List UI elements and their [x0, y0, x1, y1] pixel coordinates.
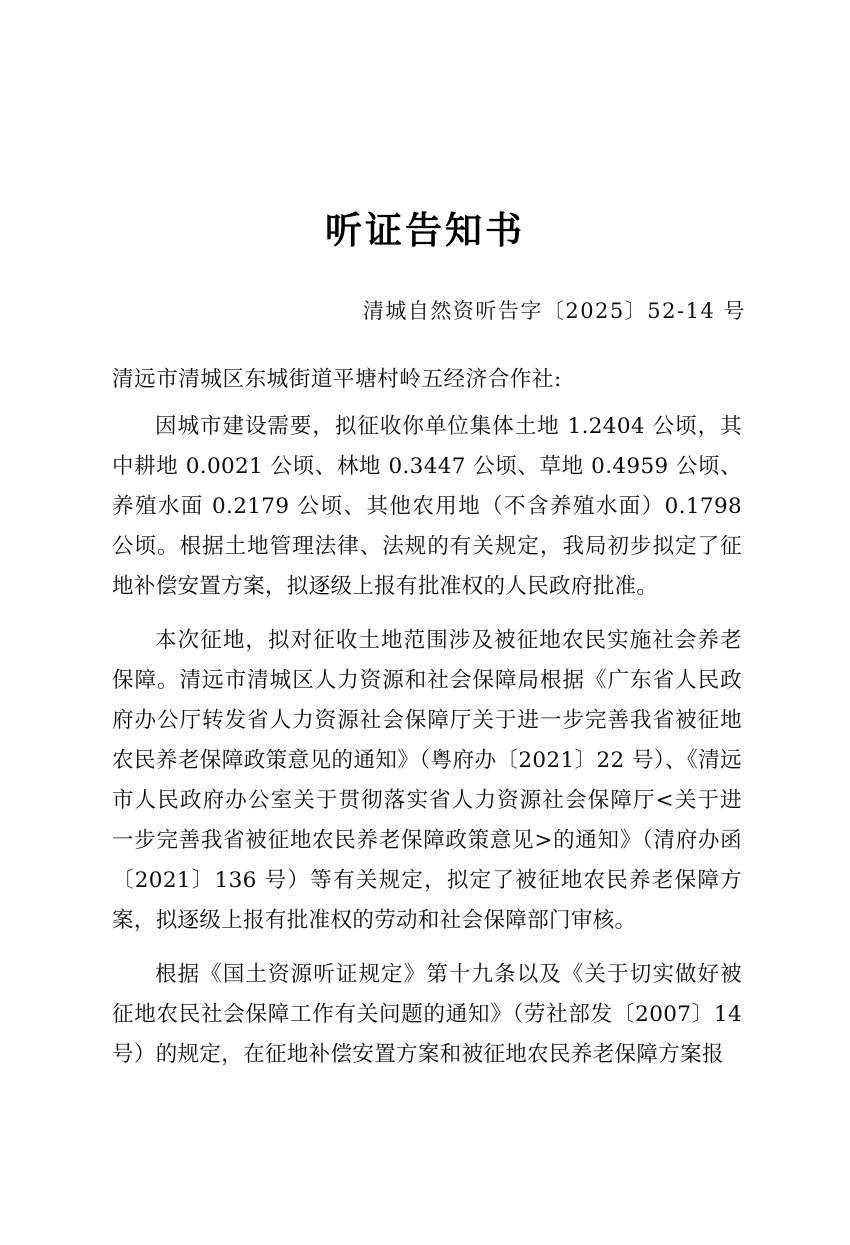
body-paragraph-2: 本次征地，拟对征收土地范围涉及被征地农民实施社会养老保障。清远市清城区人力资源和社会保障局根据《广东省人民政府办公厅转发省人力资源社会保障厅关于进一步完善我省被征地农民养老保障政策意见的通知》（粤府办〔2021〕22 号）、《清远市人民政府办公室关于贯彻落实省人力资源社会保障厅<关于进一步完善我省被征地农民养老保障政策意见>的通知》（清府办函〔2021〕136 号）等有关规定，拟定了被征地农民养老保障方案，拟逐级上报有批准权的劳动和社会保障部门审核。: [112, 627, 742, 933]
document-body: [0, 326, 850, 1075]
document-number: 清城自然资听告字〔2025〕52-14 号: [362, 299, 746, 324]
addressee-line: 清远市清城区东城街道平塘村岭五经济合作社:: [112, 366, 562, 392]
body-paragraph-1: 因城市建设需要，拟征收你单位集体土地 1.2404 公顷，其中耕地 0.0021 公顷、林地 0.3447 公顷、草地 0.4959 公顷、养殖水面 0.2179 公顷、其他农用地（不含养殖水面）0.1798 公顷。根据土地管理法律、法规的有关规定，我局初步拟定了征地补偿安置方案，拟逐级上报有批准权的人民政府批准。: [112, 413, 742, 599]
body-paragraph-3: 根据《国土资源听证规定》第十九条以及《关于切实做好被征地农民社会保障工作有关问题的通知》（劳社部发〔2007〕14 号）的规定，在征地补偿安置方案和被征地农民养老保障方案报: [112, 961, 742, 1067]
page-title: 听证告知书: [325, 209, 525, 252]
